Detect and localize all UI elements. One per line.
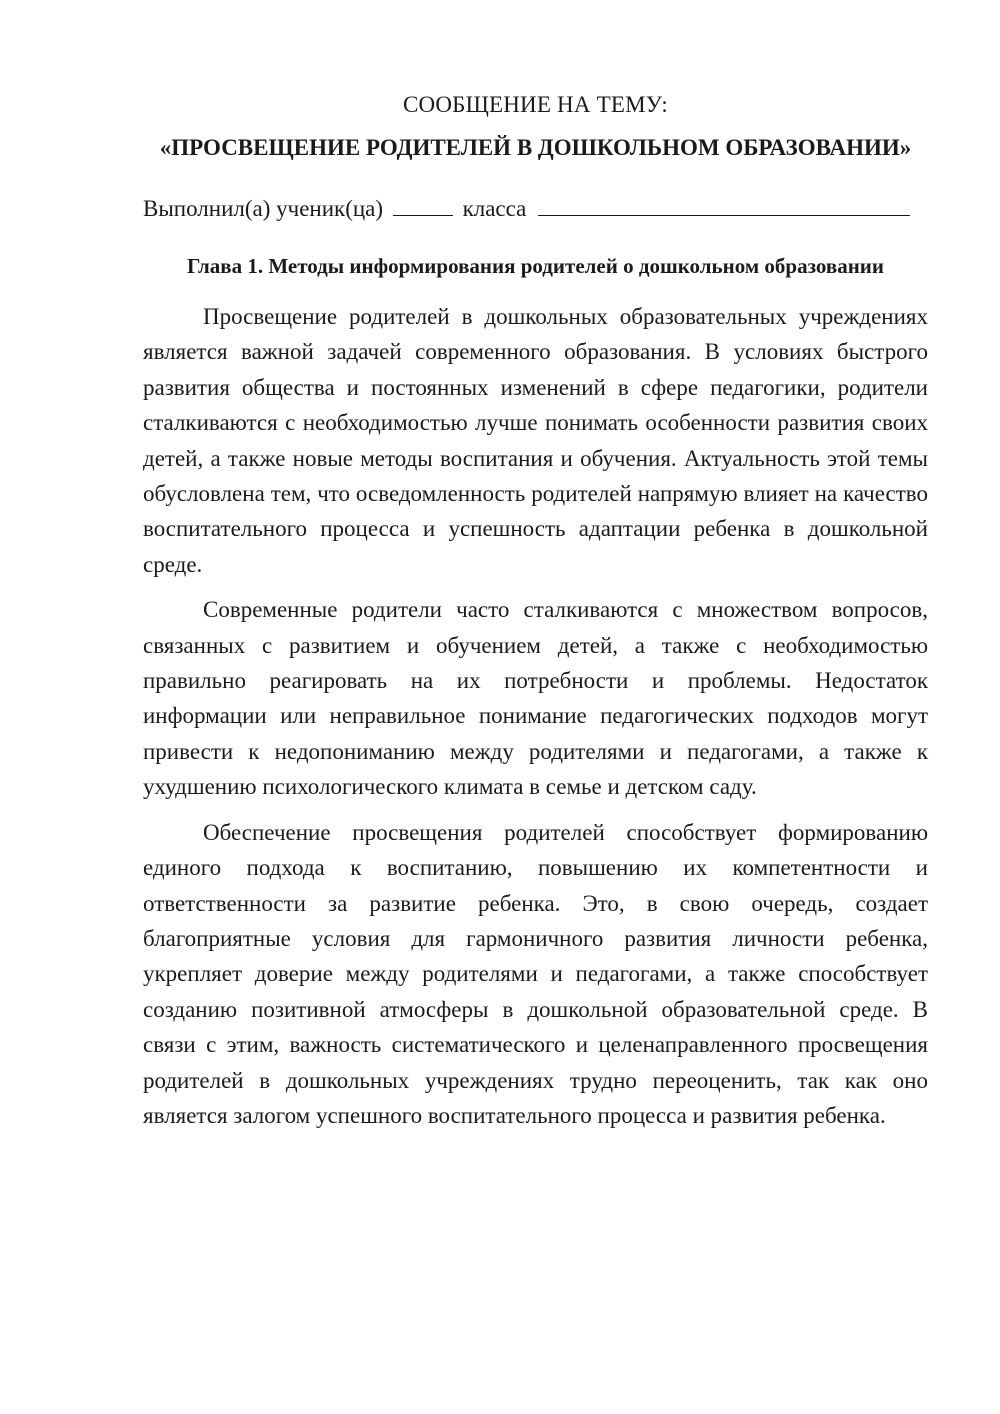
- author-prefix: Выполнил(а) ученик(ца): [143, 196, 384, 221]
- document-header-line: СООБЩЕНИЕ НА ТЕМУ:: [403, 92, 668, 117]
- author-line: [143, 193, 928, 224]
- paragraph-3: Обеспечение просвещения родителей способствует формированию единого подхода к воспитанию, повышению их компетентности и ответственности за развитие ребенка. Это, в свою очередь, создает благоприятные условия для гармоничного развития личности ребенка, укрепляет доверие между родителями и педагогами, а также способствует созданию позитивной атмосферы в дошкольной образовательной среде. В связи с этим, важность систематического и целенаправленного просвещения родителей в дошкольных учреждениях трудно переоценить, так как оно является залогом успешного воспитательного процесса и развития ребенка.: [143, 819, 928, 1128]
- chapter-title: Глава 1. Методы информирования родителей о дошкольном образовании: [186, 254, 885, 278]
- class-label: класса: [462, 196, 527, 221]
- class-number-blank: [393, 193, 453, 216]
- paragraph-2: Современные родители часто сталкиваются с множеством вопросов, связанных с развитием и обучением детей, а также с необходимостью правильно реагировать на их потребности и проблемы. Недостаток информации или неправильное понимание педагогических подходов могут привести к недопониманию между родителями и педагогами, а также к ухудшению психологического климата в семье и детском саду.: [143, 597, 928, 800]
- paragraph-1: Просвещение родителей в дошкольных образовательных учреждениях является важной задачей современного образования. В условиях быстрого развития общества и постоянных изменений в сфере педагогики, родители сталкиваются с необходимостью лучше понимать особенности развития своих детей, а также новые методы воспитания и обучения. Актуальность этой темы обусловлена тем, что осведомленность родителей напрямую влияет на качество воспитательного процесса и успешность адаптации ребенка в дошкольной среде.: [143, 304, 928, 577]
- document-title: «ПРОСВЕЩЕНИЕ РОДИТЕЛЕЙ В ДОШКОЛЬНОМ ОБРАЗОВАНИИ»: [159, 135, 912, 160]
- document-page: [143, 90, 928, 1143]
- student-name-blank: [538, 193, 910, 216]
